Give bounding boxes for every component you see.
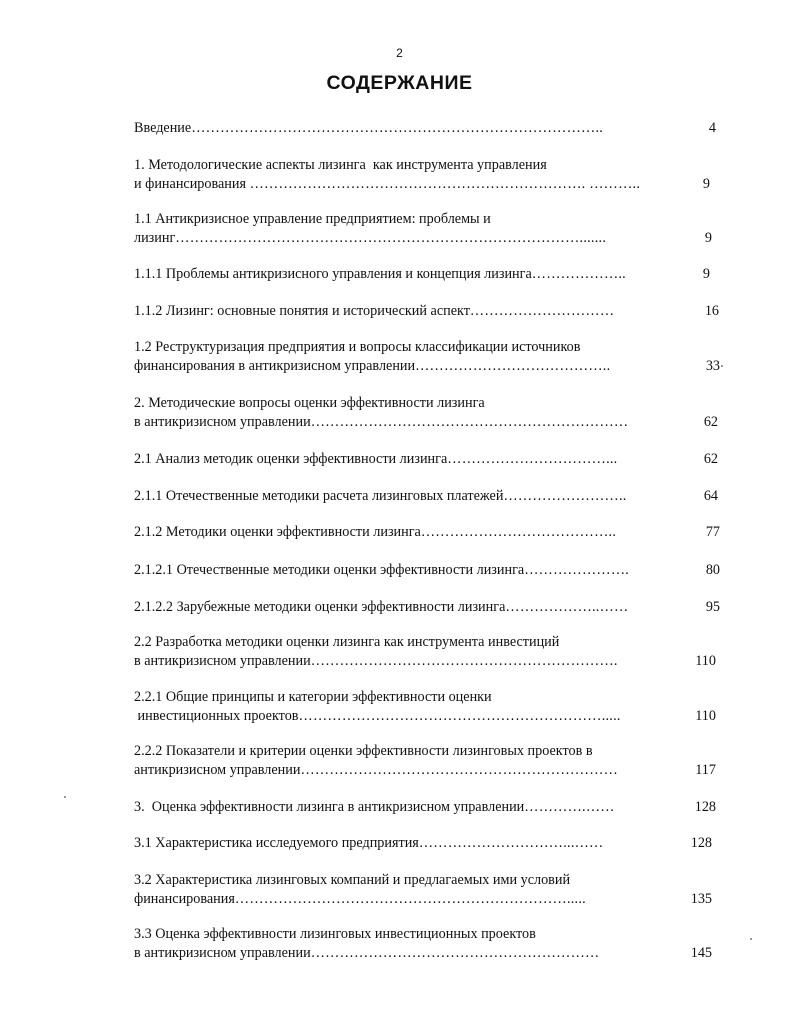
toc-entry-page: 4: [708, 120, 716, 136]
toc-entry-title: 3.2 Характеристика лизинговых компаний и предлагаемых ими условий: [134, 872, 571, 888]
toc-entry: [134, 486, 718, 506]
toc-entry: [134, 833, 712, 853]
toc-entry-continuation: [134, 889, 712, 909]
toc-entry-title: лизинг: [134, 230, 176, 246]
dot-leader: ………….……: [524, 799, 615, 815]
toc-entry-title: 1.1.2 Лизинг: основные понятия и исторический аспект: [134, 303, 470, 319]
toc-entry: [134, 337, 716, 357]
toc-entry-page: 80: [705, 562, 720, 578]
toc-entry: [134, 155, 716, 175]
toc-entry-title: 2.2.2 Показатели и критерии оценки эффективности лизинговых проектов в: [134, 743, 593, 759]
toc-entry-continuation: [134, 943, 712, 963]
dot-leader: ……………………………………………………: [310, 945, 600, 961]
toc-entry-page: 145: [690, 945, 712, 961]
toc-entry-title: Введение: [134, 120, 192, 136]
toc-entry: [134, 924, 716, 944]
toc-entry-page: 9: [704, 230, 712, 246]
toc-entry-page: 110: [695, 708, 716, 724]
dot-leader: ……………………………………………………………. ………..: [249, 176, 641, 192]
page-number: 2: [396, 46, 403, 60]
toc-entry-title: и финансирования: [134, 176, 250, 192]
dot-leader: ……………………………………………………….: [310, 653, 618, 669]
toc-entry: [134, 632, 716, 652]
dot-leader: …………………………………..: [420, 524, 617, 540]
toc-entry-title: антикризисном управлении: [134, 762, 301, 778]
toc-entry: [134, 560, 720, 580]
dot-leader: ……………………………………………………….....: [298, 708, 621, 724]
dot-leader: ……………………..: [503, 488, 627, 504]
toc-entry-page: 9: [702, 176, 710, 192]
dot-leader: ………………..: [531, 266, 626, 282]
toc-entry-page: 64: [703, 488, 718, 504]
toc-entry: [134, 741, 716, 761]
toc-entry-title: 3. Оценка эффективности лизинга в антикризисном управлении: [134, 799, 525, 815]
toc-entry-page: 135: [690, 891, 712, 907]
toc-entry-continuation: [134, 706, 716, 726]
toc-entry-continuation: [134, 760, 716, 780]
toc-entry-page: 128: [694, 799, 716, 815]
toc-entry-page: 9: [702, 266, 710, 282]
toc-entry: [134, 597, 720, 617]
toc-entry: [134, 264, 710, 284]
dot-leader: ……………………………...: [447, 451, 618, 467]
toc-entry-title: 1.2 Реструктуризация предприятия и вопросы классификации источников: [134, 339, 581, 355]
toc-entry-page: 77: [705, 524, 720, 540]
toc-entry-title: 2.1.2.2 Зарубежные методики оценки эффективности лизинга: [134, 599, 506, 615]
dot-leader: ………………….: [524, 562, 630, 578]
toc-entry-page: 95: [705, 599, 720, 615]
toc-entry-title: 2.1 Анализ методик оценки эффективности лизинга: [134, 451, 448, 467]
toc-entry-title: 2. Методические вопросы оценки эффективности лизинга: [134, 395, 485, 411]
toc-entry-title: 3.1 Характеристика исследуемого предприятия: [134, 835, 419, 851]
toc-entry-title: 2.1.2 Методики оценки эффективности лизинга: [134, 524, 421, 540]
toc-entry-title: 1. Методологические аспекты лизинга как инструмента управления: [134, 157, 547, 173]
dot-leader: …………………………...……: [418, 835, 604, 851]
toc-entry: [134, 870, 716, 890]
toc-entry: [134, 118, 716, 138]
toc-entry-continuation: [134, 651, 716, 671]
scan-speck: [64, 796, 66, 798]
toc-entry-continuation: [134, 174, 710, 194]
toc-entry-title: финансирования: [134, 891, 235, 907]
toc-entry-title: инвестиционных проектов: [134, 708, 299, 724]
toc-entry-title: 2.1.1 Отечественные методики расчета лизинговых платежей: [134, 488, 504, 504]
toc-entry-page: 128: [690, 835, 712, 851]
toc-entry-title: 3.3 Оценка эффективности лизинговых инвестиционных проектов: [134, 926, 536, 942]
scan-speck: [750, 938, 752, 940]
page-title: СОДЕРЖАНИЕ: [326, 72, 473, 94]
toc-entry: [134, 393, 716, 413]
toc-entry-title: 2.2.1 Общие принципы и категории эффективности оценки: [134, 689, 492, 705]
toc-entry-title: в антикризисном управлении: [134, 653, 311, 669]
dot-leader: …………………………………………………………………………..: [191, 120, 604, 136]
toc-entry-continuation: [134, 228, 712, 248]
toc-entry-page: 110: [695, 653, 716, 669]
toc-entry: [134, 449, 718, 469]
toc-entry-title: финансирования в антикризисном управлении: [134, 358, 416, 374]
toc-entry-title: в антикризисном управлении: [134, 414, 311, 430]
toc-entry-page: 33: [705, 358, 720, 374]
toc-entry-continuation: [134, 356, 720, 376]
toc-entry-page: 117: [695, 762, 716, 778]
dot-leader: …………………………: [469, 303, 615, 319]
toc-entry-title: в антикризисном управлении: [134, 945, 311, 961]
toc-entry-title: 1.1 Антикризисное управление предприятием: проблемы и: [134, 211, 491, 227]
toc-entry: [134, 797, 716, 817]
toc-entry-title: 2.2 Разработка методики оценки лизинга как инструмента инвестиций: [134, 634, 560, 650]
dot-leader: ………………..……: [505, 599, 629, 615]
dot-leader: …………………………………………………………: [310, 414, 629, 430]
toc-entry-title: 1.1.1 Проблемы антикризисного управления и концепция лизинга: [134, 266, 532, 282]
dot-leader: …………………………………………………………….....: [234, 891, 586, 907]
toc-entry-page: 16: [704, 303, 719, 319]
dot-leader: …………………………………..: [415, 358, 611, 374]
toc-entry: [134, 301, 719, 321]
toc-entry-title: 2.1.2.1 Отечественные методики оценки эффективности лизинга: [134, 562, 525, 578]
scan-speck: [721, 365, 723, 367]
toc-entry-page: 62: [703, 451, 718, 467]
dot-leader: …………………………………………………………: [300, 762, 619, 778]
toc-entry-page: 62: [703, 414, 718, 430]
toc-entry: [134, 687, 716, 707]
toc-entry: [134, 209, 716, 229]
dot-leader: ………………………………………………………………………….......: [175, 230, 607, 246]
toc-entry: [134, 522, 720, 542]
toc-entry-continuation: [134, 412, 718, 432]
